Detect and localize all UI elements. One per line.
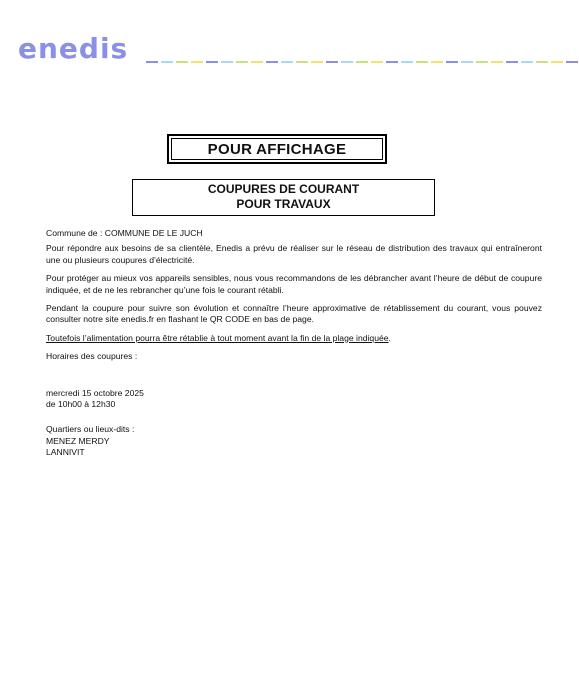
dash-segment: [326, 61, 338, 63]
dash-segment: [461, 61, 473, 63]
dash-segment: [431, 61, 443, 63]
place-item: LANNIVIT: [46, 447, 85, 458]
paragraph-evolution: Pendant la coupure pour suivre son évolution et connaître l’heure approximative de rétablissement du courant, vous pouvez consulter notre site enedis.fr en flashant le QR CODE en bas de page.: [46, 303, 542, 325]
dash-segment: [311, 61, 323, 63]
dash-segment: [161, 61, 173, 63]
pour-affichage-label: POUR AFFICHAGE: [171, 138, 383, 160]
coupure-time-range: de 10h00 à 12h30: [46, 399, 116, 410]
dash-segment: [446, 61, 458, 63]
dash-segment: [401, 61, 413, 63]
place-item: MENEZ MERDY: [46, 435, 110, 446]
dash-segment: [521, 61, 533, 63]
paragraph-besoins: Pour répondre aux besoins de sa clientèle, Enedis a prévu de réaliser sur le réseau de distribution des travaux qui entraîneront une ou plusieurs coupures d’électricité.: [46, 243, 542, 265]
dash-segment: [236, 61, 248, 63]
dash-segment: [251, 61, 263, 63]
paragraph-proteger: Pour protéger au mieux vos appareils sensibles, nous vous recommandons de les débrancher avant l’heure de début de coupure indiquée, et de ne les rebrancher qu’une fois le courant rétabli.: [46, 273, 542, 295]
dash-segment: [341, 61, 353, 63]
dash-segment: [566, 61, 578, 63]
page-header: [0, 0, 579, 80]
dash-segment: [476, 61, 488, 63]
warning-line: [46, 333, 542, 344]
notice-body: [46, 228, 542, 459]
dash-segment: [416, 61, 428, 63]
coupures-title-line1: COUPURES DE COURANT: [207, 182, 360, 196]
dash-segment: [536, 61, 548, 63]
dash-segment: [506, 61, 518, 63]
dash-segment: [176, 61, 188, 63]
commune-line: Commune de : COMMUNE DE LE JUCH: [46, 228, 203, 238]
enedis-logo: enedis: [18, 32, 129, 65]
dash-segment: [146, 61, 158, 63]
warning-text: Toutefois l’alimentation pourra être rétablie à tout moment avant la fin de la plage indiquée: [46, 332, 389, 343]
coupures-title-line2: POUR TRAVAUX: [236, 197, 331, 211]
dash-segment: [206, 61, 218, 63]
warning-end: .: [388, 332, 391, 343]
dash-segment: [371, 61, 383, 63]
dash-segment: [356, 61, 368, 63]
pour-affichage-box: [167, 134, 387, 164]
dash-segment: [281, 61, 293, 63]
dash-segment: [296, 61, 308, 63]
dash-segment: [266, 61, 278, 63]
horaires-label: Horaires des coupures :: [46, 351, 138, 362]
dash-segment: [491, 61, 503, 63]
dash-segment: [386, 61, 398, 63]
quartiers-label: Quartiers ou lieux-dits :: [46, 424, 135, 435]
header-dashed-line: [146, 61, 579, 64]
dash-segment: [221, 61, 233, 63]
dash-segment: [551, 61, 563, 63]
coupure-date: mercredi 15 octobre 2025: [46, 387, 144, 398]
dash-segment: [191, 61, 203, 63]
coupures-title-box: [132, 179, 435, 216]
